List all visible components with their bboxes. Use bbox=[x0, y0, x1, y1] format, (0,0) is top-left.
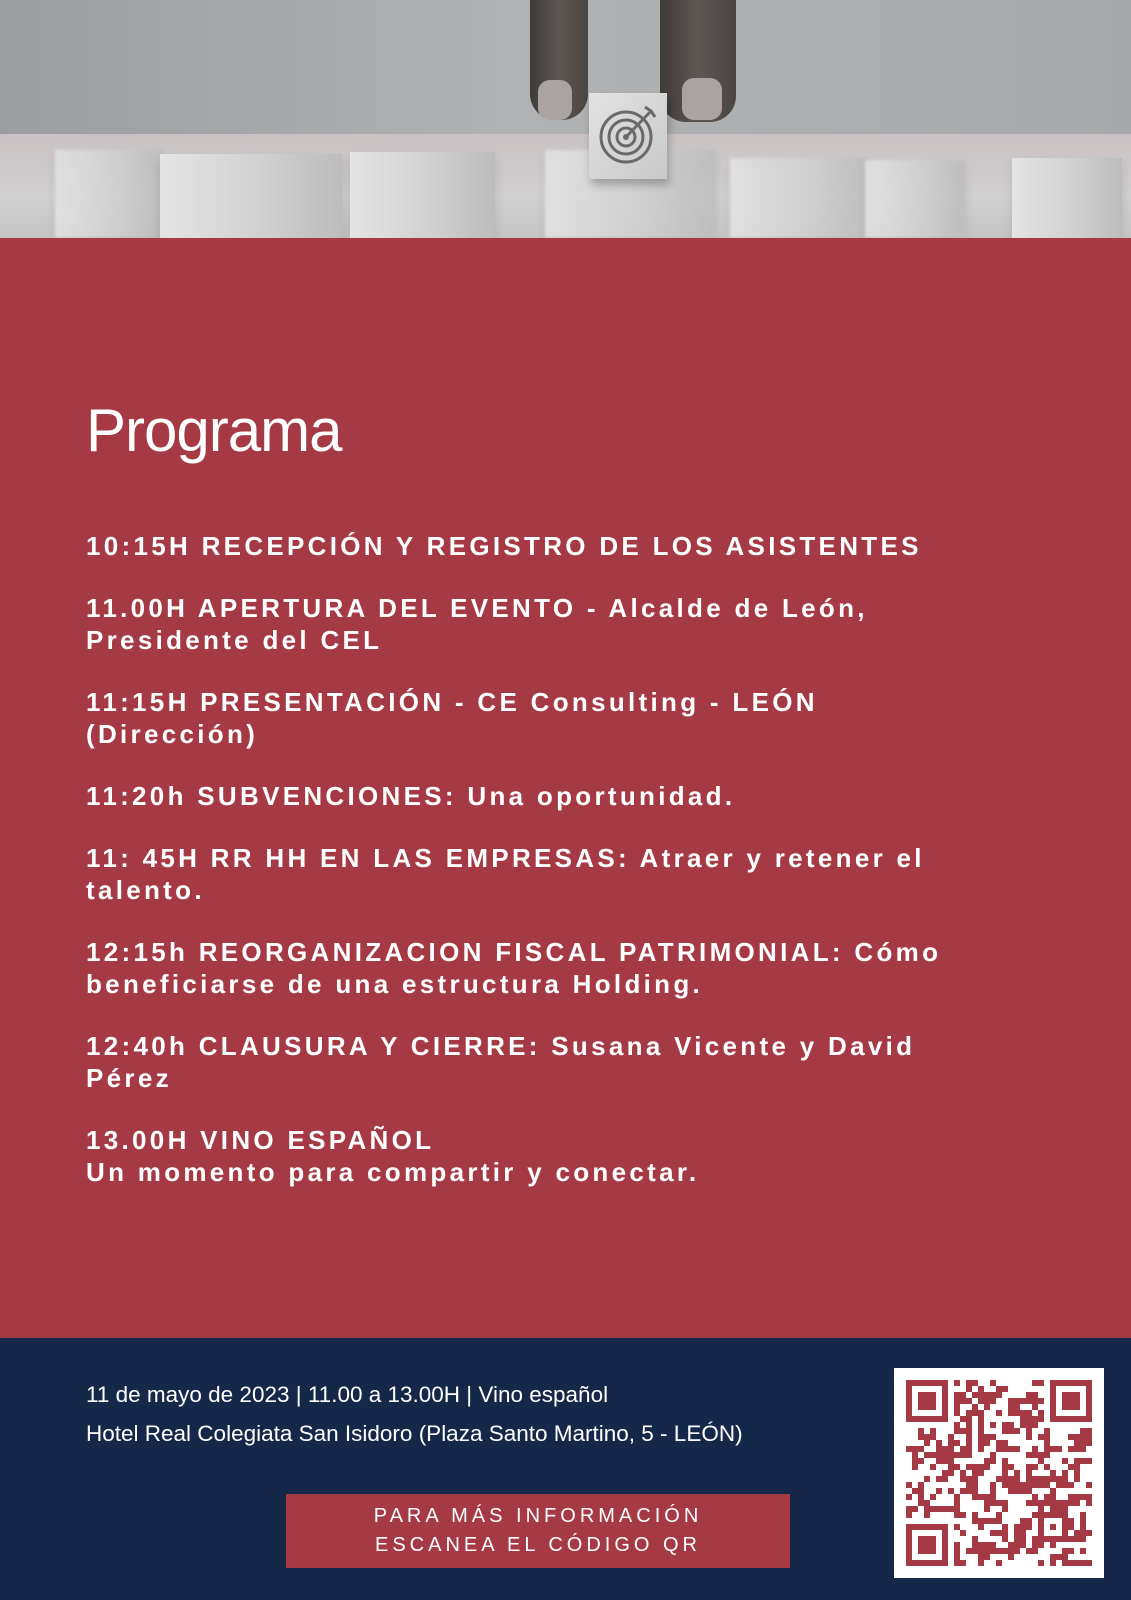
wood-block bbox=[1012, 158, 1122, 238]
qr-info-banner bbox=[286, 1494, 790, 1568]
event-venue: Hotel Real Colegiata San Isidoro (Plaza Santo Martino, 5 - LEÓN) bbox=[86, 1421, 743, 1446]
agenda-item: 13.00H VINO ESPAÑOL Un momento para compartir y conectar. bbox=[86, 1125, 700, 1187]
agenda-item: 12:40h CLAUSURA Y CIERRE: Susana Vicente y David Pérez bbox=[86, 1031, 916, 1093]
wood-block bbox=[350, 152, 495, 238]
footer bbox=[0, 1338, 1131, 1600]
page-title: Programa bbox=[86, 397, 342, 464]
hero-photo bbox=[0, 0, 1131, 238]
agenda-item: 12:15h REORGANIZACION FISCAL PATRIMONIAL: Cómo beneficiarse de una estructura Holding. bbox=[86, 937, 942, 999]
qr-code-icon bbox=[906, 1380, 1092, 1566]
agenda-item: 10:15H RECEPCIÓN Y REGISTRO DE LOS ASISTENTES bbox=[86, 531, 922, 561]
wood-block bbox=[55, 150, 163, 238]
agenda-item: 11:20h SUBVENCIONES: Una oportunidad. bbox=[86, 781, 736, 811]
agenda-item: 11:15H PRESENTACIÓN - CE Consulting - LEÓN (Dirección) bbox=[86, 687, 818, 749]
agenda-item: 11.00H APERTURA DEL EVENTO - Alcalde de León, Presidente del CEL bbox=[86, 593, 868, 655]
target-block bbox=[589, 93, 667, 179]
agenda-list bbox=[86, 530, 1086, 1218]
target-icon bbox=[595, 101, 661, 167]
agenda-item: 11: 45H RR HH EN LAS EMPRESAS: Atraer y retener el talento. bbox=[86, 843, 925, 905]
cta-line: PARA MÁS INFORMACIÓN bbox=[373, 1505, 703, 1527]
wood-block bbox=[730, 158, 870, 238]
event-date: 11 de mayo de 2023 | 11.00 a 13.00H | Vino español bbox=[86, 1382, 609, 1407]
wood-block bbox=[865, 160, 965, 238]
cta-line: ESCANEA EL CÓDIGO QR bbox=[375, 1534, 701, 1556]
wood-block bbox=[160, 154, 342, 238]
qr-code[interactable] bbox=[894, 1368, 1104, 1578]
